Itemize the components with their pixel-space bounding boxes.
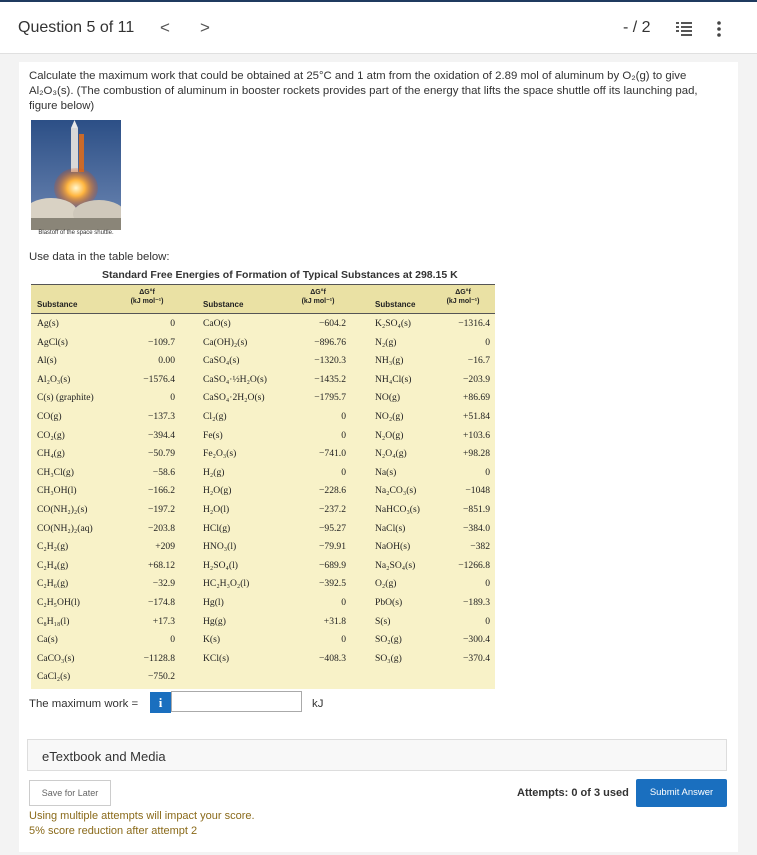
table-cell-substance: NaOH(s) [375, 541, 411, 553]
table-cell-substance: N₂O₄(g) [375, 448, 407, 460]
space-shuttle-illustration [31, 120, 121, 230]
table-cell-value: 0 [341, 411, 346, 422]
table-cell-value: −1795.7 [314, 392, 346, 404]
table-cell-substance: Ca(OH)₂(s) [203, 336, 248, 348]
space-shuttle-image [31, 120, 121, 230]
table-cell-value: +86.69 [463, 392, 490, 404]
table-cell-substance: H₂O(g) [203, 485, 232, 497]
table-cell-substance: C₂H₆(g) [37, 578, 69, 590]
table-row [31, 650, 495, 669]
table-cell-value: −1320.3 [314, 355, 346, 367]
table-cell-value: −50.79 [148, 448, 175, 460]
question-score: - / 2 [623, 19, 651, 36]
table-cell-substance: K₂SO₄(s) [375, 318, 412, 329]
table-cell-value: −109.7 [148, 336, 175, 348]
etextbook-media-toggle[interactable]: eTextbook and Media [27, 739, 727, 771]
header-value-unit: (kJ mol⁻¹) [446, 298, 480, 305]
table-row [31, 668, 495, 687]
table-row [31, 520, 495, 539]
table-cell-substance: NO(g) [375, 392, 401, 404]
table-cell-substance: NO₂(g) [375, 411, 404, 422]
table-cell-value: +103.6 [463, 429, 490, 441]
table-cell-value: +51.84 [463, 411, 490, 422]
header-substance-1: Substance [37, 300, 78, 309]
table-cell-substance: C₂H₄(g) [37, 559, 69, 571]
table-cell-value: 0 [341, 634, 346, 646]
save-for-later-button[interactable]: Save for Later [29, 780, 111, 806]
table-cell-substance: C₂H₅OH(l) [37, 597, 80, 608]
table-row [31, 315, 495, 334]
info-icon[interactable]: i [150, 692, 171, 713]
table-cell-substance: Ca(s) [37, 634, 58, 646]
table-row [31, 371, 495, 390]
table-cell-value: −32.9 [152, 578, 175, 590]
table-cell-value: +209 [155, 541, 175, 553]
table-cell-value: −16.7 [467, 355, 490, 367]
table-cell-value: −689.9 [319, 559, 346, 571]
header-substance-3: Substance [375, 300, 416, 309]
table-cell-value: 0 [485, 466, 490, 478]
table-cell-substance: Na(s) [375, 466, 397, 478]
header-value-unit: (kJ mol⁻¹) [301, 298, 335, 305]
answer-input[interactable] [171, 691, 302, 712]
table-cell-value: 0 [170, 318, 175, 329]
table-row [31, 334, 495, 353]
table-cell-substance: NaCl(s) [375, 522, 406, 534]
table-cell-substance: SO₃(g) [375, 652, 402, 664]
table-cell-substance: S(s) [375, 615, 391, 627]
top-bar [0, 0, 757, 54]
table-cell-substance: CO(NH₂)₂(s) [37, 504, 88, 515]
table-cell-substance: H₂(g) [203, 466, 225, 478]
more-vertical-icon[interactable] [717, 21, 721, 37]
table-cell-substance: C(s) (graphite) [37, 392, 94, 404]
score-reduction-note: 5% score reduction after attempt 2 [29, 825, 198, 837]
table-cell-value: −166.2 [148, 485, 175, 497]
table-cell-value: −392.5 [319, 578, 346, 590]
header-value-symbol: ΔG°f [455, 289, 471, 296]
table-header [31, 285, 495, 314]
table-cell-substance: CaSO₄·½H₂O(s) [203, 373, 267, 385]
table-cell-value: −384.0 [463, 522, 490, 534]
table-row [31, 501, 495, 520]
table-cell-value: −300.4 [463, 634, 490, 646]
table-cell-substance: SO₂(g) [375, 634, 402, 646]
table-row [31, 538, 495, 557]
table-cell-value: 0 [170, 392, 175, 404]
table-cell-substance: CH₃Cl(g) [37, 466, 74, 478]
table-cell-value: −382 [470, 541, 490, 553]
table-row [31, 389, 495, 408]
header-value-1 [117, 288, 177, 306]
table-cell-value: −750.2 [148, 671, 175, 683]
table-cell-substance: Ag(s) [37, 318, 59, 329]
table-cell-substance: CO(g) [37, 411, 62, 422]
table-cell-substance: Hg(g) [203, 615, 226, 627]
answer-unit: kJ [312, 698, 324, 710]
table-cell-value: −851.9 [463, 504, 490, 515]
table-cell-value: −203.9 [463, 373, 490, 385]
table-cell-substance: Cl₂(g) [203, 411, 227, 422]
table-row [31, 613, 495, 632]
table-row [31, 427, 495, 446]
table-cell-substance: K(s) [203, 634, 221, 646]
table-cell-substance: NH₃(g) [375, 355, 404, 367]
question-text: Calculate the maximum work that could be obtained at 25°C and 1 atm from the oxidation of 2.89 mol of aluminum by O₂(g) to give Al₂O₃(s). (The combustion of aluminum in booster rockets provides part of the energy that lifts the space shuttle off its launching pad, figure below) [29, 70, 698, 112]
table-cell-substance: CaO(s) [203, 318, 231, 329]
table-row [31, 557, 495, 576]
table-cell-substance: Fe₂O₃(s) [203, 448, 237, 460]
next-question-button[interactable]: > [200, 18, 210, 37]
header-value-symbol: ΔG°f [139, 289, 155, 296]
table-row [31, 631, 495, 650]
attempts-counter: Attempts: 0 of 3 used [517, 787, 629, 799]
table-cell-substance: Hg(l) [203, 597, 224, 608]
table-cell-value: −58.6 [152, 466, 175, 478]
table-cell-substance: O₂(g) [375, 578, 397, 590]
table-cell-value: −741.0 [319, 448, 346, 460]
table-cell-value: −203.8 [148, 522, 175, 534]
use-data-instruction: Use data in the table below: [29, 251, 170, 263]
table-cell-value: −95.27 [319, 522, 346, 534]
table-cell-value: 0 [341, 466, 346, 478]
header-value-symbol: ΔG°f [310, 289, 326, 296]
table-cell-value: +17.3 [152, 615, 175, 627]
table-cell-substance: CaSO₄(s) [203, 355, 240, 367]
table-cell-substance: N₂O(g) [375, 429, 404, 441]
table-row [31, 408, 495, 427]
table-row [31, 482, 495, 501]
table-cell-substance: Fe(s) [203, 429, 223, 441]
free-energy-table [31, 284, 495, 689]
table-cell-value: −408.3 [319, 652, 346, 664]
table-cell-substance: C₂H₂(g) [37, 541, 69, 553]
table-cell-substance: HC₂H₃O₂(l) [203, 578, 250, 590]
table-cell-substance: C₈H₁₈(l) [37, 615, 70, 627]
table-cell-substance: Na₂CO₃(s) [375, 485, 417, 497]
table-row [31, 445, 495, 464]
table-cell-value: +68.12 [148, 559, 175, 571]
previous-question-button[interactable]: < [160, 18, 170, 37]
table-cell-substance: Al(s) [37, 355, 57, 367]
table-cell-value: +31.8 [323, 615, 346, 627]
table-cell-value: −1316.4 [458, 318, 490, 329]
table-cell-substance: CH₃OH(l) [37, 485, 77, 497]
table-cell-substance: HCl(g) [203, 522, 231, 534]
table-cell-value: 0 [485, 578, 490, 590]
attempt-warning: Using multiple attempts will impact your score. [29, 810, 255, 822]
table-cell-substance: H₂SO₄(l) [203, 559, 238, 571]
header-value-unit: (kJ mol⁻¹) [130, 298, 164, 305]
table-cell-substance: CaCO₃(s) [37, 652, 75, 664]
table-cell-substance: CH₄(g) [37, 448, 65, 460]
table-cell-substance: CO(NH₂)₂(aq) [37, 522, 93, 534]
question-card [19, 62, 738, 852]
table-cell-value: −1128.8 [143, 652, 175, 664]
submit-answer-button[interactable]: Submit Answer [636, 779, 727, 807]
table-title: Standard Free Energies of Formation of Typical Substances at 298.15 K [102, 269, 458, 281]
list-icon[interactable] [676, 22, 692, 36]
table-cell-value: 0 [341, 429, 346, 441]
table-cell-value: −394.4 [148, 429, 175, 441]
header-value-2 [288, 288, 348, 306]
header-substance-2: Substance [203, 300, 244, 309]
table-cell-substance: NH₄Cl(s) [375, 373, 412, 385]
table-cell-value: −370.4 [463, 652, 490, 664]
table-cell-value: 0 [341, 597, 346, 608]
table-row [31, 352, 495, 371]
table-cell-value: −79.91 [319, 541, 346, 553]
table-cell-value: −604.2 [319, 318, 346, 329]
header-value-3 [433, 288, 493, 306]
table-cell-substance: Al₂O₃(s) [37, 373, 71, 385]
table-cell-value: 0.00 [158, 355, 175, 367]
table-cell-substance: PbO(s) [375, 597, 403, 608]
figure-caption: Blastoff of the space shuttle. [38, 230, 114, 236]
table-cell-substance: CO₂(g) [37, 429, 65, 441]
table-cell-value: −174.8 [148, 597, 175, 608]
table-cell-value: −1576.4 [143, 373, 175, 385]
question-counter: Question 5 of 11 [18, 19, 135, 36]
table-cell-value: −1435.2 [314, 373, 346, 385]
table-cell-value: 0 [485, 615, 490, 627]
table-cell-substance: AgCl(s) [37, 336, 68, 348]
table-row [31, 575, 495, 594]
table-cell-value: 0 [485, 336, 490, 348]
table-cell-substance: HNO₃(l) [203, 541, 237, 553]
table-row [31, 464, 495, 483]
table-cell-value: −896.76 [314, 336, 346, 348]
table-cell-substance: KCl(s) [203, 652, 230, 664]
table-cell-substance: N₂(g) [375, 336, 397, 348]
table-cell-value: −237.2 [319, 504, 346, 515]
answer-label: The maximum work = [29, 698, 139, 710]
table-cell-value: −189.3 [463, 597, 490, 608]
table-cell-substance: Na₂SO₄(s) [375, 559, 416, 571]
table-cell-value: −228.6 [319, 485, 346, 497]
table-cell-value: −197.2 [148, 504, 175, 515]
table-cell-value: −1048 [465, 485, 490, 497]
table-cell-value: 0 [170, 634, 175, 646]
table-cell-value: +98.28 [463, 448, 490, 460]
table-cell-value: −137.3 [148, 411, 175, 422]
table-cell-value: −1266.8 [458, 559, 490, 571]
table-cell-substance: CaCl₂(s) [37, 671, 71, 683]
table-cell-substance: NaHCO₃(s) [375, 504, 420, 515]
table-cell-substance: H₂O(l) [203, 504, 230, 515]
table-row [31, 594, 495, 613]
table-cell-substance: CaSO₄·2H₂O(s) [203, 392, 265, 404]
